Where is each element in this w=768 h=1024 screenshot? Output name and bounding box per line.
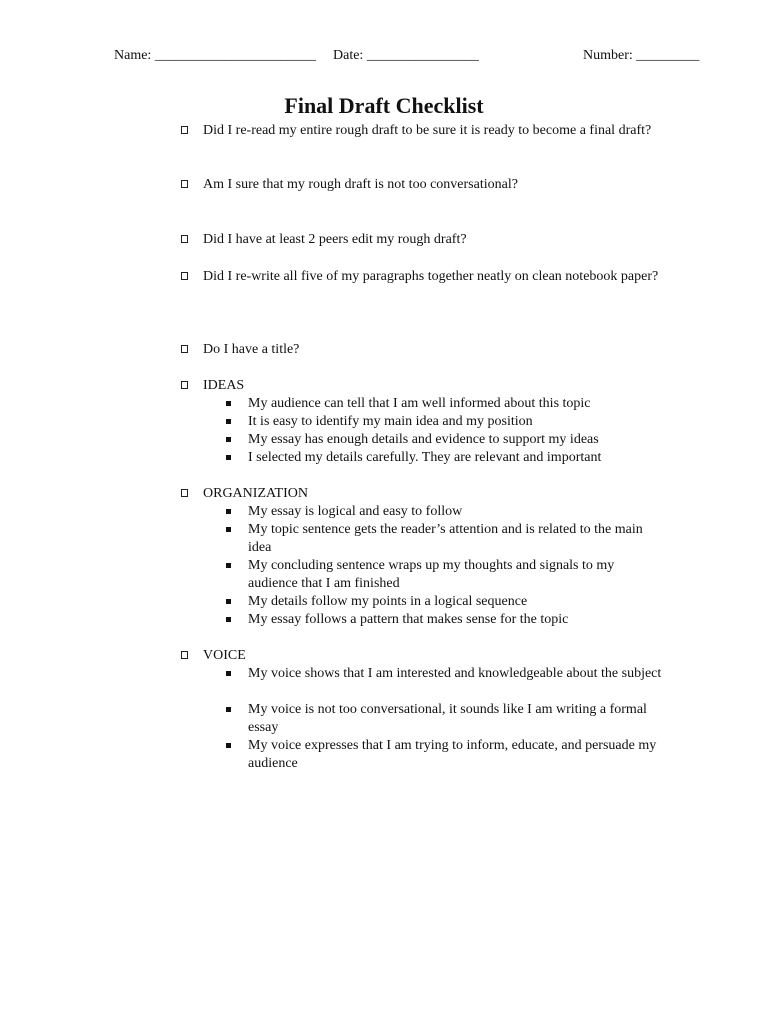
list-item <box>226 395 666 413</box>
list-item-text: My voice expresses that I am trying to inform, educate, and persuade my audience <box>248 738 657 771</box>
list-item-text: My details follow my points in a logical sequence <box>248 594 528 609</box>
list-item <box>226 593 666 611</box>
list-item <box>226 557 666 593</box>
checklist-item-conversational <box>181 176 661 194</box>
bullet-icon <box>226 401 231 406</box>
bullet-icon <box>226 563 231 568</box>
bullet-icon <box>226 671 231 676</box>
list-item <box>226 737 666 773</box>
checkbox-icon <box>181 381 188 389</box>
date-field: Date: ________________ <box>333 48 479 63</box>
checklist-item-text: Did I have at least 2 peers edit my rough draft? <box>203 232 467 247</box>
list-item-text: My essay follows a pattern that makes sense for the topic <box>248 612 569 627</box>
section-label: ORGANIZATION <box>203 486 308 501</box>
list-item-text: My voice is not too conversational, it sounds like I am writing a formal essay <box>248 702 647 735</box>
checkbox-icon <box>181 235 188 243</box>
checklist-item-rewrite <box>181 268 661 286</box>
bullet-icon <box>226 743 231 748</box>
list-item-text: My concluding sentence wraps up my thoughts and signals to my audience that I am finished <box>248 558 615 591</box>
bullet-icon <box>226 509 231 514</box>
list-item <box>226 413 666 431</box>
checkbox-icon <box>181 272 188 280</box>
section-label: VOICE <box>203 648 246 663</box>
list-item <box>226 503 666 521</box>
list-item-text: My topic sentence gets the reader’s attention and is related to the main idea <box>248 522 643 555</box>
list-item <box>226 665 666 683</box>
bullet-icon <box>226 527 231 532</box>
checklist-item-peers <box>181 231 661 249</box>
list-item-text: My audience can tell that I am well informed about this topic <box>248 396 591 411</box>
page-title: Final Draft Checklist <box>284 93 484 118</box>
section-ideas <box>181 377 661 395</box>
checklist-item-text: Did I re-write all five of my paragraphs together neatly on clean notebook paper? <box>203 269 659 284</box>
section-label: IDEAS <box>203 378 245 393</box>
number-field: Number: _________ <box>583 48 700 63</box>
list-item <box>226 449 666 467</box>
list-item-text: My essay has enough details and evidence to support my ideas <box>248 432 599 447</box>
checklist-item-title <box>181 341 661 359</box>
bullet-icon <box>226 707 231 712</box>
checklist-item-text: Am I sure that my rough draft is not too conversational? <box>203 177 518 192</box>
header-fields <box>0 47 768 67</box>
checkbox-icon <box>181 651 188 659</box>
checkbox-icon <box>181 489 188 497</box>
list-item-text: My essay is logical and easy to follow <box>248 504 463 519</box>
section-voice <box>181 647 661 665</box>
bullet-icon <box>226 617 231 622</box>
list-item <box>226 431 666 449</box>
list-item <box>226 521 666 557</box>
section-organization <box>181 485 661 503</box>
list-item <box>226 701 666 737</box>
bullet-icon <box>226 437 231 442</box>
bullet-icon <box>226 599 231 604</box>
checkbox-icon <box>181 345 188 353</box>
list-item-text: I selected my details carefully. They are relevant and important <box>248 450 602 465</box>
list-item-text: My voice shows that I am interested and knowledgeable about the subject <box>248 666 662 681</box>
checkbox-icon <box>181 126 188 134</box>
name-field: Name: _______________________ <box>114 48 316 63</box>
checklist-item-text: Did I re-read my entire rough draft to be sure it is ready to become a final draft? <box>203 123 652 138</box>
bullet-icon <box>226 455 231 460</box>
checkbox-icon <box>181 180 188 188</box>
checklist-item-reread <box>181 122 661 140</box>
list-item-text: It is easy to identify my main idea and my position <box>248 414 533 429</box>
bullet-icon <box>226 419 231 424</box>
checklist-item-text: Do I have a title? <box>203 342 300 357</box>
list-item <box>226 611 666 629</box>
